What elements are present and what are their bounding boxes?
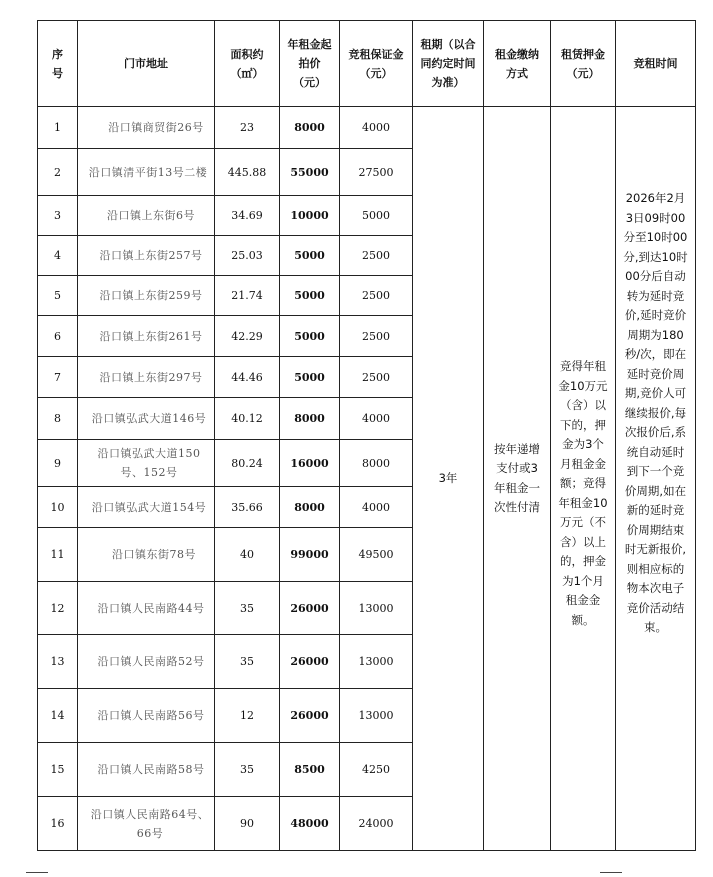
cell-deposit: 5000 — [340, 196, 413, 236]
cell-address: 沿口镇人民南路58号 — [78, 743, 215, 797]
cell-deposit: 4250 — [340, 743, 413, 797]
cell-address: 沿口镇人民南路44号 — [78, 582, 215, 635]
cell-deposit: 2500 — [340, 316, 413, 357]
cell-seq: 5 — [38, 276, 78, 316]
cell-deposit: 27500 — [340, 149, 413, 196]
cell-area: 21.74 — [215, 276, 280, 316]
cell-rent: 26000 — [280, 635, 340, 689]
cell-address: 沿口镇人民南路64号、66号 — [78, 797, 215, 851]
cell-rent: 10000 — [280, 196, 340, 236]
footer-mark-left — [26, 872, 48, 873]
cell-seq: 3 — [38, 196, 78, 236]
cell-seq: 2 — [38, 149, 78, 196]
cell-seq: 16 — [38, 797, 78, 851]
cell-deposit: 2500 — [340, 236, 413, 276]
lease-table — [37, 20, 696, 851]
cell-area: 35 — [215, 582, 280, 635]
header-time: 竞租时间 — [616, 21, 696, 107]
cell-area: 35.66 — [215, 487, 280, 528]
cell-address: 沿口镇东街78号 — [78, 528, 215, 582]
header-row — [38, 21, 696, 107]
cell-address: 沿口镇人民南路56号 — [78, 689, 215, 743]
cell-deposit: 13000 — [340, 582, 413, 635]
cell-area: 12 — [215, 689, 280, 743]
cell-address: 沿口镇弘武大道154号 — [78, 487, 215, 528]
cell-rent: 26000 — [280, 582, 340, 635]
cell-rent: 99000 — [280, 528, 340, 582]
cell-lease-deposit: 竞得年租金10万元（含）以下的，押金为3个月租金金额；竞得年租金10万元（不含）以上的，押金为1个月租金金额。 — [551, 107, 616, 851]
cell-seq: 9 — [38, 440, 78, 487]
cell-address: 沿口镇上东街6号 — [78, 196, 215, 236]
footer-mark-right — [600, 872, 622, 873]
cell-address: 沿口镇弘武大道146号 — [78, 398, 215, 440]
cell-area: 35 — [215, 635, 280, 689]
cell-rent: 8000 — [280, 487, 340, 528]
cell-area: 23 — [215, 107, 280, 149]
cell-seq: 12 — [38, 582, 78, 635]
table-body — [38, 107, 696, 851]
cell-deposit: 8000 — [340, 440, 413, 487]
cell-rent: 5000 — [280, 316, 340, 357]
cell-address: 沿口镇上东街259号 — [78, 276, 215, 316]
cell-address: 沿口镇弘武大道150号、152号 — [78, 440, 215, 487]
cell-seq: 1 — [38, 107, 78, 149]
header-payment: 租金缴纳方式 — [484, 21, 551, 107]
cell-rent: 8500 — [280, 743, 340, 797]
cell-time: 2026年2月3日09时00分至10时00分,到达10时00分后自动转为延时竞价,延时竞价周期为180秒/次，即在延时竞价周期,竞价人可继续报价,每次报价后,系统自动延时到下一个竞价周期,如在新的延时竞价周期结束时无新报价,则相应标的物本次电子竞价活动结束。 — [616, 107, 696, 851]
cell-payment: 按年递增支付或3年租金一次性付清 — [484, 107, 551, 851]
cell-area: 80.24 — [215, 440, 280, 487]
cell-deposit: 13000 — [340, 635, 413, 689]
cell-area: 35 — [215, 743, 280, 797]
cell-address: 沿口镇上东街257号 — [78, 236, 215, 276]
cell-area: 90 — [215, 797, 280, 851]
cell-rent: 26000 — [280, 689, 340, 743]
cell-rent: 8000 — [280, 398, 340, 440]
cell-area: 40.12 — [215, 398, 280, 440]
cell-deposit: 24000 — [340, 797, 413, 851]
cell-deposit: 4000 — [340, 107, 413, 149]
cell-rent: 5000 — [280, 276, 340, 316]
cell-rent: 55000 — [280, 149, 340, 196]
cell-seq: 11 — [38, 528, 78, 582]
header-period: 租期（以合同约定时间为准） — [413, 21, 484, 107]
cell-rent: 5000 — [280, 357, 340, 398]
header-seq: 序号 — [38, 21, 78, 107]
cell-deposit: 49500 — [340, 528, 413, 582]
cell-address: 沿口镇人民南路52号 — [78, 635, 215, 689]
cell-deposit: 13000 — [340, 689, 413, 743]
cell-area: 44.46 — [215, 357, 280, 398]
cell-seq: 4 — [38, 236, 78, 276]
cell-address: 沿口镇清平街13号二楼 — [78, 149, 215, 196]
cell-seq: 8 — [38, 398, 78, 440]
cell-area: 25.03 — [215, 236, 280, 276]
cell-address: 沿口镇商贸街26号 — [78, 107, 215, 149]
cell-address: 沿口镇上东街297号 — [78, 357, 215, 398]
cell-deposit: 2500 — [340, 276, 413, 316]
cell-rent: 5000 — [280, 236, 340, 276]
cell-seq: 15 — [38, 743, 78, 797]
cell-period: 3年 — [413, 107, 484, 851]
cell-seq: 7 — [38, 357, 78, 398]
cell-seq: 14 — [38, 689, 78, 743]
cell-area: 40 — [215, 528, 280, 582]
cell-address: 沿口镇上东街261号 — [78, 316, 215, 357]
cell-rent: 48000 — [280, 797, 340, 851]
header-rent: 年租金起拍价（元） — [280, 21, 340, 107]
cell-area: 42.29 — [215, 316, 280, 357]
cell-seq: 10 — [38, 487, 78, 528]
cell-rent: 16000 — [280, 440, 340, 487]
cell-seq: 13 — [38, 635, 78, 689]
cell-seq: 6 — [38, 316, 78, 357]
table-row — [38, 107, 696, 149]
cell-rent: 8000 — [280, 107, 340, 149]
cell-area: 445.88 — [215, 149, 280, 196]
cell-deposit: 4000 — [340, 487, 413, 528]
cell-deposit: 4000 — [340, 398, 413, 440]
header-area: 面积约（㎡） — [215, 21, 280, 107]
header-address: 门市地址 — [78, 21, 215, 107]
header-lease-deposit: 租赁押金（元） — [551, 21, 616, 107]
cell-area: 34.69 — [215, 196, 280, 236]
cell-deposit: 2500 — [340, 357, 413, 398]
header-deposit: 竞租保证金（元） — [340, 21, 413, 107]
